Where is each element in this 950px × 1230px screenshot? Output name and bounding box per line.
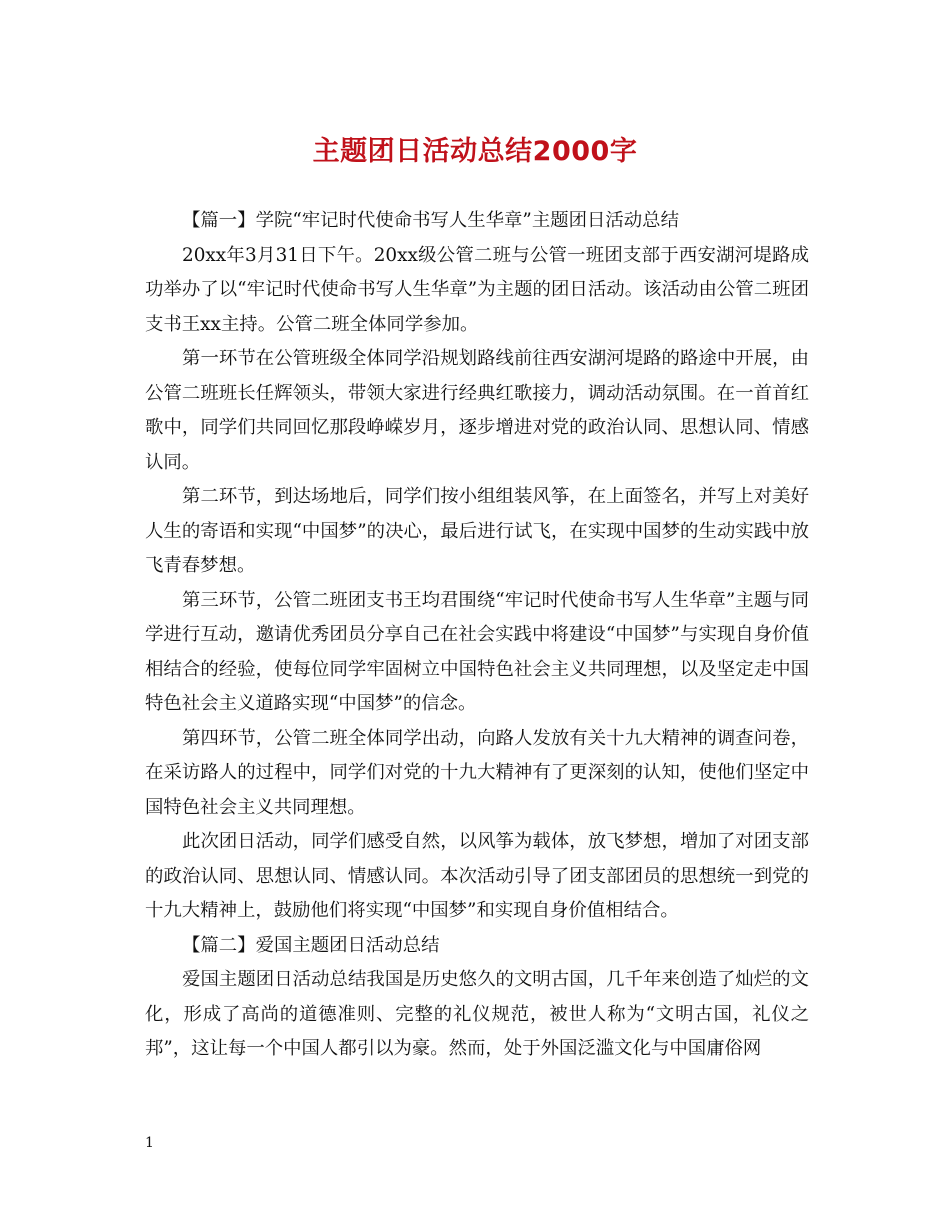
section-heading-1: 【篇一】学院“牢记时代使命书写人生华章”主题团日活动总结 [182, 210, 679, 231]
body-paragraph: 第四环节，公管二班全体同学出动，向路人发放有关十九大精神的调查问卷，在采访路人的过程中，同学们对党的十九大精神有了更深刻的认知，使他们坚定中国特色社会主义共同理想。 [145, 727, 809, 818]
body-paragraph: 爱国主题团日活动总结我国是历史悠久的文明古国，几千年来创造了灿烂的文化，形成了高尚的道德准则、完整的礼仪规范，被世人称为“文明古国，礼仪之邦”，这让每一个中国人都引以为豪。然而，处于外国泛滥文化与中国庸俗网 [145, 969, 809, 1059]
body-paragraph: 此次团日活动，同学们感受自然，以风筝为载体，放飞梦想，增加了对团支部的政治认同、思想认同、情感认同。本次活动引导了团支部团员的思想统一到党的十九大精神上，鼓励他们将实现“中国梦”和实现自身价值相结合。 [145, 831, 809, 921]
body-paragraph: 第三环节，公管二班团支书王均君围绕“牢记时代使命书写人生华章”主题与同学进行互动，邀请优秀团员分享自己在社会实践中将建设“中国梦”与实现自身价值相结合的经验，使每位同学牢固树立中国特色社会主义共同理想，以及坚定走中国特色社会主义道路实现“中国梦”的信念。 [145, 589, 809, 714]
section-heading-2: 【篇二】爱国主题团日活动总结 [182, 934, 440, 956]
body-paragraph: 20xx年3月31日下午。20xx级公管二班与公管一班团支部于西安湖河堤路成功举办了以“牢记时代使命书写人生华章”为主题的团日活动。该活动由公管二班团支书王xx主持。公管二班全体同学参加。 [145, 244, 809, 335]
body-paragraph: 第一环节在公管班级全体同学沿规划路线前往西安湖河堤路的路途中开展，由公管二班班长任辉领头，带领大家进行经典红歌接力，调动活动氛围。在一首首红歌中，同学们共同回忆那段峥嵘岁月，逐步增进对党的政治认同、思想认同、情感认同。 [145, 348, 809, 473]
document-title: 主题团日活动总结2000字 [312, 136, 638, 167]
document-body [145, 204, 809, 1067]
body-paragraph: 第二环节，到达场地后，同学们按小组组装风筝，在上面签名，并写上对美好人生的寄语和实现“中国梦”的决心，最后进行试飞，在实现中国梦的生动实践中放飞青春梦想。 [145, 486, 809, 576]
page-number: 1 [145, 1135, 154, 1151]
